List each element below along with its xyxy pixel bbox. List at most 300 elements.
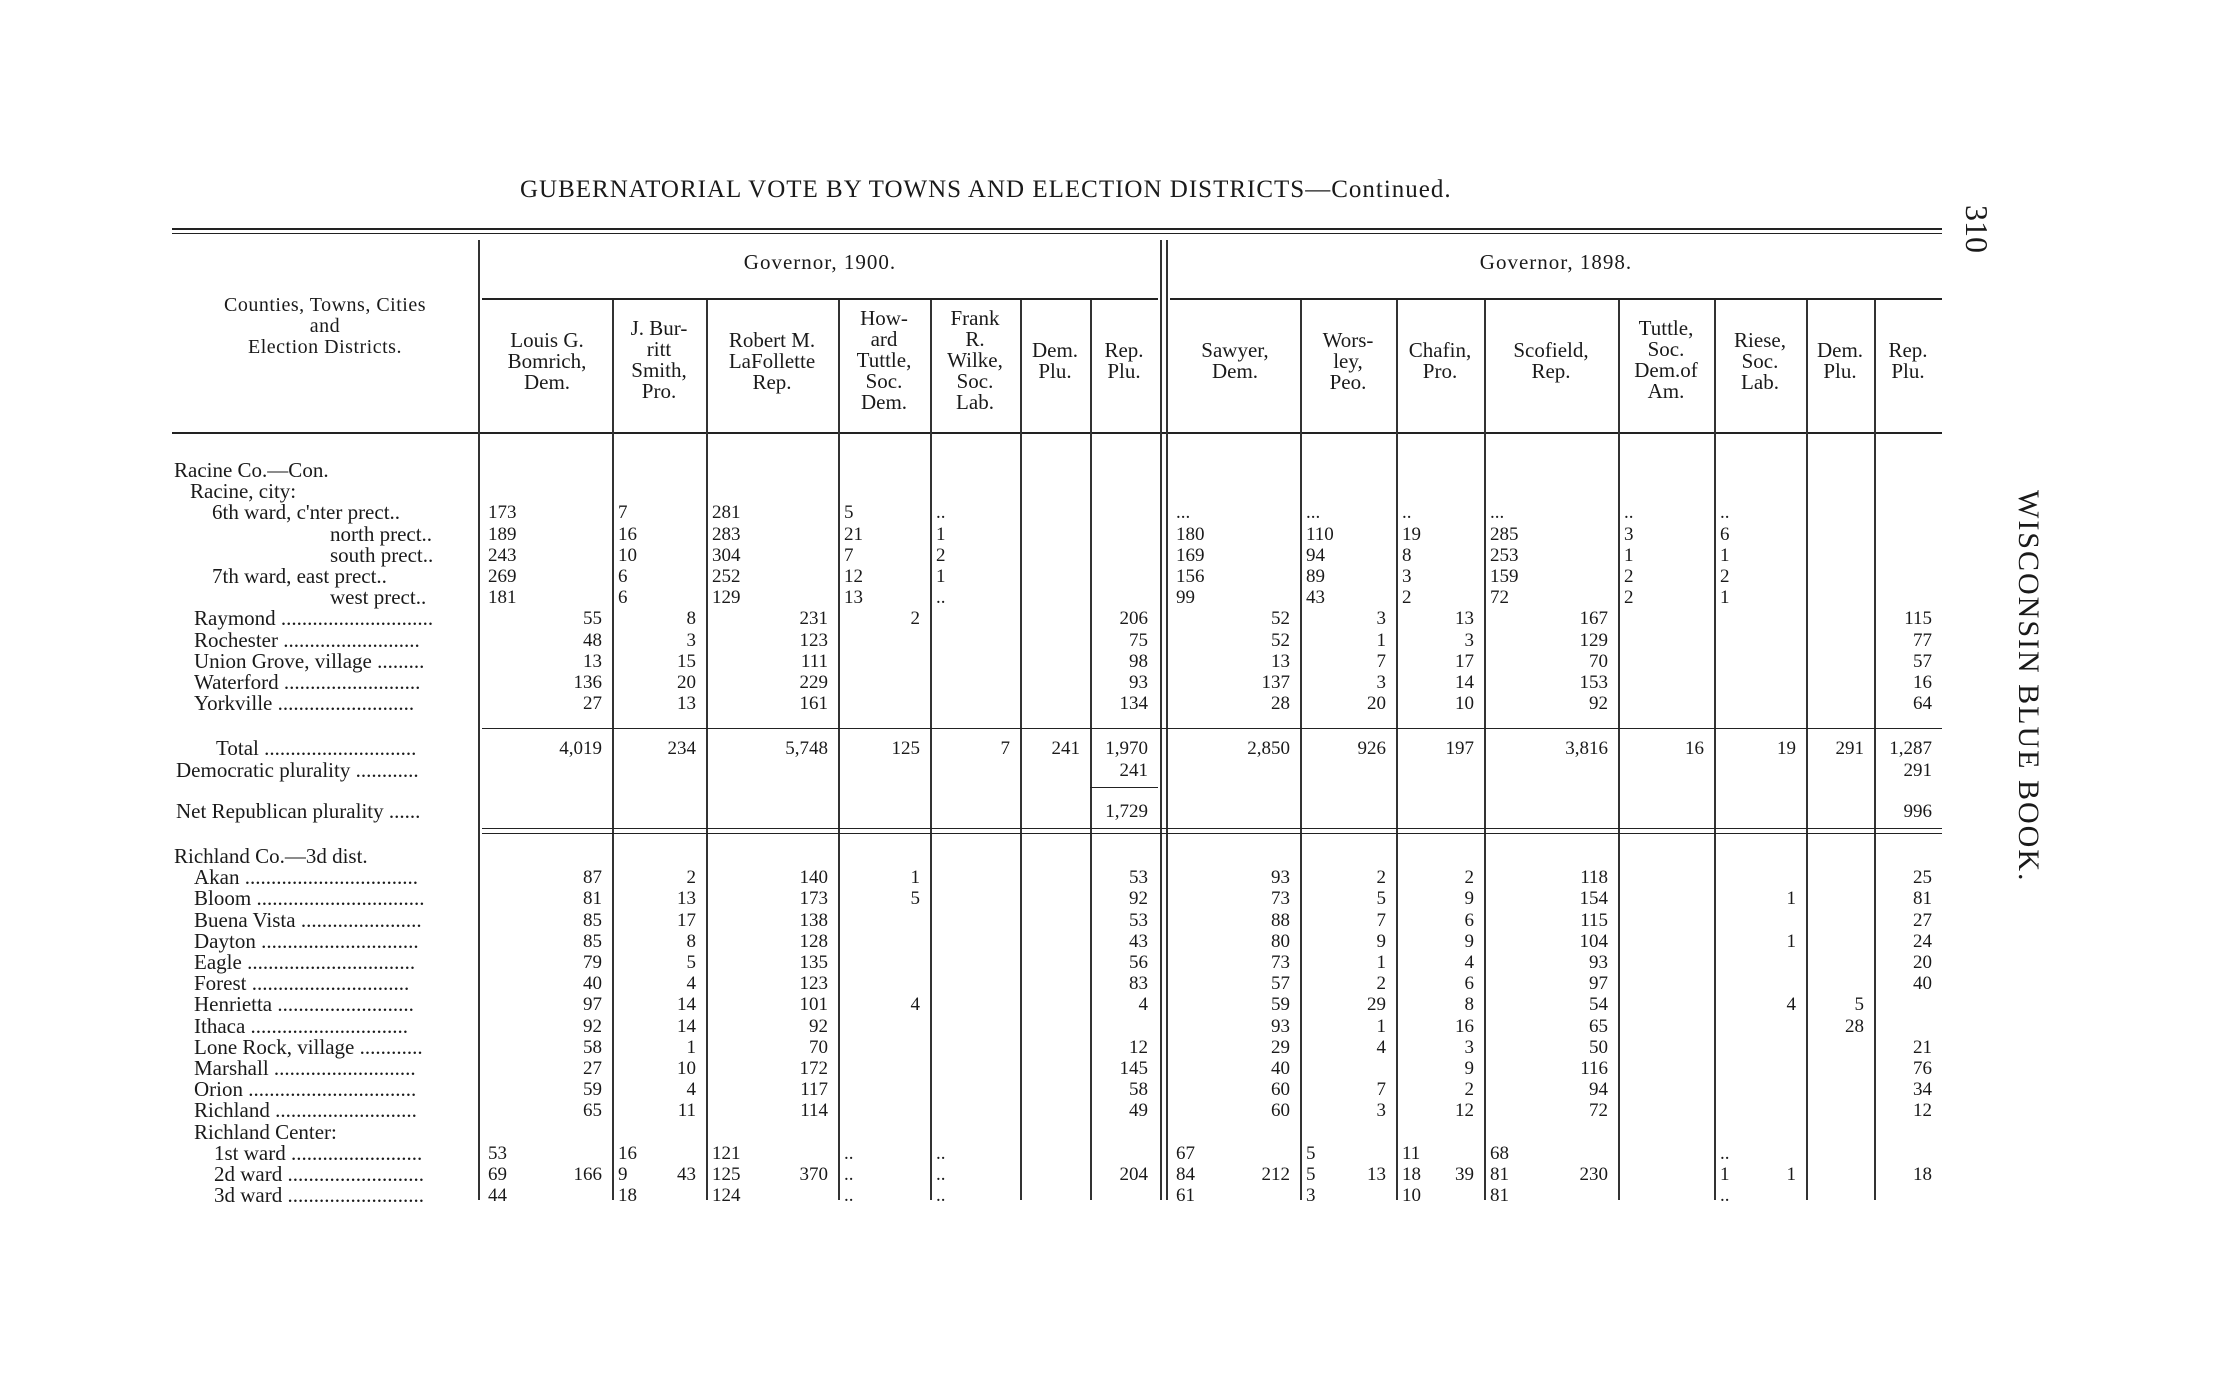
- group-header-1898: Governor, 1898.: [1479, 250, 1633, 274]
- data-cell: 7: [1000, 738, 1010, 760]
- data-cell: 6: [1464, 909, 1474, 931]
- section-double-rule-2: [482, 833, 1942, 834]
- data-cell: 69: [488, 1164, 507, 1185]
- data-cell: 3: [1464, 629, 1474, 651]
- leader-dots: ................................: [243, 1077, 417, 1102]
- data-cell: 16: [1913, 672, 1932, 693]
- ward-label: 6th ward, c'nter prect..: [212, 500, 401, 525]
- column-header: Rep. Plu.: [1104, 338, 1144, 383]
- group-1898-rule: [1170, 298, 1942, 300]
- data-cell: 13: [677, 693, 696, 715]
- data-cell: 1: [1376, 1015, 1386, 1037]
- data-cell: 5: [1306, 1142, 1316, 1164]
- data-cell: 125: [891, 738, 920, 760]
- row-label: Ithaca ..............................: [194, 1013, 409, 1038]
- data-cell: 996: [1903, 800, 1932, 822]
- data-cell: 98: [1129, 650, 1148, 672]
- data-cell: 43: [1306, 587, 1325, 609]
- leader-dots: ..............................: [255, 928, 419, 953]
- data-cell: 5: [686, 952, 696, 973]
- data-cell: 3: [1464, 1036, 1474, 1058]
- data-cell: 10: [618, 544, 637, 566]
- data-cell: 48: [583, 629, 602, 651]
- data-cell: 1: [686, 1036, 696, 1058]
- data-cell: 234: [667, 738, 696, 760]
- data-cell: 12: [1129, 1036, 1148, 1058]
- data-cell: 10: [1455, 693, 1474, 715]
- leader-dots: ............: [350, 757, 419, 782]
- leader-dots: ..........................: [272, 691, 415, 716]
- data-cell: 3: [1376, 1100, 1386, 1122]
- data-cell: 94: [1306, 544, 1325, 566]
- data-cell: 43: [677, 1164, 696, 1185]
- row-label: Dayton ..............................: [194, 928, 419, 953]
- data-cell: ...: [1176, 502, 1191, 524]
- data-cell: 19: [1402, 523, 1421, 545]
- ward-label: 7th ward, east prect..: [212, 564, 387, 588]
- city-heading: Racine, city:: [190, 479, 297, 504]
- data-cell: 2: [1464, 867, 1474, 889]
- data-cell: 117: [800, 1079, 828, 1101]
- leader-dots: ..........................: [272, 992, 414, 1017]
- data-cell: 243: [488, 544, 517, 566]
- ward-label: west prect..: [330, 585, 427, 610]
- data-cell: 13: [677, 888, 696, 910]
- data-cell: 68: [1490, 1142, 1509, 1164]
- data-cell: 166: [573, 1164, 602, 1185]
- data-cell: 29: [1271, 1036, 1290, 1058]
- data-cell: 81: [1490, 1164, 1509, 1185]
- row-label: Union Grove, village .........: [194, 648, 425, 673]
- data-cell: 4,019: [559, 738, 602, 760]
- data-cell: 75: [1129, 629, 1148, 651]
- data-cell: 2: [936, 544, 946, 566]
- top-rule-2: [172, 233, 1942, 234]
- data-cell: 1,729: [1105, 800, 1148, 822]
- data-cell: 197: [1445, 738, 1474, 760]
- data-cell: 87: [583, 867, 602, 889]
- row-label: Net Republican plurality ......: [176, 798, 421, 823]
- data-cell: 140: [799, 867, 828, 889]
- data-cell: 9: [1464, 888, 1474, 910]
- data-cell: 27: [1913, 909, 1932, 931]
- data-cell: 128: [799, 930, 828, 952]
- row-label: Orion ................................: [194, 1077, 417, 1102]
- row-label: Raymond .............................: [194, 606, 434, 631]
- data-cell: 8: [1464, 994, 1474, 1016]
- data-cell: 16: [618, 1142, 637, 1164]
- group-1900-rule: [482, 298, 1158, 300]
- data-cell: 61: [1176, 1185, 1195, 1207]
- data-cell: 50: [1589, 1036, 1608, 1058]
- data-cell: ..: [936, 502, 946, 524]
- data-cell: 20: [677, 672, 696, 693]
- data-cell: 79: [583, 952, 602, 973]
- data-cell: 92: [1129, 888, 1148, 910]
- column-header: Sawyer, Dem.: [1201, 338, 1269, 383]
- data-cell: 93: [1129, 672, 1148, 693]
- row-label: 3d ward ..........................: [214, 1183, 424, 1208]
- data-cell: 161: [799, 693, 828, 715]
- data-cell: 3,816: [1565, 738, 1608, 760]
- top-rule: [172, 228, 1942, 230]
- data-cell: 3: [1306, 1185, 1316, 1207]
- data-cell: 13: [1455, 608, 1474, 630]
- data-cell: 58: [1129, 1079, 1148, 1101]
- data-cell: ..: [1624, 502, 1634, 524]
- data-cell: 81: [583, 888, 602, 910]
- data-cell: 137: [1261, 672, 1290, 693]
- leader-dots: ..........................: [277, 627, 420, 652]
- data-cell: 93: [1271, 867, 1290, 889]
- data-cell: 3: [686, 629, 696, 651]
- data-cell: 125: [712, 1164, 741, 1185]
- row-label: Henrietta ..........................: [194, 992, 414, 1017]
- county-heading: Richland Co.—3d dist.: [174, 844, 368, 868]
- leader-dots: ................................: [241, 950, 416, 974]
- data-cell: 58: [583, 1036, 602, 1058]
- data-cell: 6: [1464, 973, 1474, 995]
- data-cell: 156: [1176, 566, 1205, 587]
- column-header: Scofield, Rep.: [1513, 338, 1589, 383]
- data-cell: 3: [1376, 672, 1386, 693]
- data-cell: 13: [1271, 650, 1290, 672]
- group-header-1900: Governor, 1900.: [743, 250, 897, 274]
- data-cell: 25: [1913, 867, 1932, 889]
- data-cell: 14: [677, 994, 696, 1016]
- data-cell: 5: [1306, 1164, 1316, 1185]
- data-cell: 4: [1138, 994, 1148, 1016]
- data-cell: 20: [1913, 952, 1932, 973]
- leader-dots: ...........................: [269, 1098, 417, 1123]
- data-cell: 57: [1913, 650, 1932, 672]
- row-label: Buena Vista .......................: [194, 907, 422, 932]
- data-cell: 17: [677, 909, 696, 931]
- data-cell: 159: [1490, 566, 1519, 587]
- data-cell: 40: [583, 973, 602, 995]
- data-cell: 54: [1589, 994, 1608, 1016]
- row-label: Marshall ...........................: [194, 1056, 416, 1080]
- data-cell: 115: [1580, 909, 1608, 931]
- data-cell: 16: [1455, 1015, 1474, 1037]
- row-label: Yorkville ..........................: [194, 691, 415, 716]
- data-cell: 154: [1579, 888, 1608, 910]
- data-cell: 12: [844, 566, 863, 587]
- leader-dots: ..............................: [246, 971, 410, 996]
- data-cell: 8: [686, 930, 696, 952]
- data-cell: 1: [910, 867, 920, 889]
- data-cell: 118: [1580, 867, 1608, 889]
- data-cell: 53: [1129, 867, 1148, 889]
- data-cell: 304: [712, 544, 741, 566]
- data-cell: 7: [1376, 1079, 1386, 1101]
- row-label: Lone Rock, village ............: [194, 1034, 423, 1059]
- column-header: J. Bur- ritt Smith, Pro.: [630, 316, 688, 403]
- data-cell: 2: [1624, 566, 1634, 587]
- data-cell: ..: [844, 1142, 854, 1164]
- data-cell: 173: [799, 888, 828, 910]
- data-cell: ..: [1720, 502, 1730, 524]
- data-cell: 5: [1854, 994, 1864, 1016]
- data-cell: 1: [1720, 1164, 1730, 1185]
- data-cell: 49: [1129, 1100, 1148, 1122]
- data-cell: 40: [1913, 973, 1932, 995]
- data-cell: 4: [686, 973, 696, 995]
- data-cell: 11: [677, 1100, 696, 1122]
- ward-label: south prect..: [330, 542, 434, 567]
- data-cell: 80: [1271, 930, 1290, 952]
- column-header: Dem. Plu.: [1816, 338, 1864, 383]
- data-cell: 81: [1913, 888, 1932, 910]
- data-cell: 13: [844, 587, 863, 609]
- data-cell: 1: [1786, 930, 1796, 952]
- data-cell: 2: [910, 608, 920, 630]
- plurality-rule: [1090, 787, 1158, 788]
- data-cell: 9: [1376, 930, 1386, 952]
- data-cell: 92: [1589, 693, 1608, 715]
- data-cell: 291: [1835, 738, 1864, 760]
- data-cell: ..: [936, 1185, 946, 1207]
- data-cell: ..: [1720, 1185, 1730, 1207]
- data-cell: ..: [844, 1164, 854, 1185]
- column-header: Rep. Plu.: [1888, 338, 1928, 383]
- data-cell: 252: [712, 566, 741, 587]
- data-cell: 29: [1367, 994, 1386, 1016]
- data-cell: 73: [1271, 888, 1290, 910]
- data-cell: 27: [583, 693, 602, 715]
- data-cell: 370: [799, 1164, 828, 1185]
- data-cell: ...: [1490, 502, 1505, 524]
- data-cell: 181: [488, 587, 517, 609]
- data-cell: ..: [936, 1164, 946, 1185]
- data-cell: 2,850: [1247, 738, 1290, 760]
- data-cell: 76: [1913, 1058, 1932, 1079]
- data-cell: 28: [1271, 693, 1290, 715]
- data-cell: 1: [1786, 888, 1796, 910]
- data-cell: 1,287: [1889, 738, 1932, 760]
- data-cell: 70: [1589, 650, 1608, 672]
- data-cell: 9: [618, 1164, 628, 1185]
- data-cell: 40: [1271, 1058, 1290, 1079]
- data-cell: 204: [1119, 1164, 1148, 1185]
- data-cell: 104: [1579, 930, 1608, 952]
- data-cell: 52: [1271, 629, 1290, 651]
- data-cell: 169: [1176, 544, 1205, 566]
- data-cell: ..: [844, 1185, 854, 1207]
- data-cell: 1: [1786, 1164, 1796, 1185]
- data-cell: 97: [1589, 973, 1608, 995]
- row-label: Democratic plurality ............: [176, 757, 419, 782]
- data-cell: 2: [1376, 867, 1386, 889]
- data-cell: 10: [1402, 1185, 1421, 1207]
- row-label: 2d ward ..........................: [214, 1162, 424, 1186]
- data-cell: 53: [1129, 909, 1148, 931]
- data-cell: 18: [1913, 1164, 1932, 1185]
- leader-dots: ................................: [251, 886, 425, 911]
- data-cell: 231: [799, 608, 828, 630]
- data-cell: 6: [618, 566, 628, 587]
- data-cell: 4: [1464, 952, 1474, 973]
- data-cell: 24: [1913, 930, 1932, 952]
- column-header: How- ard Tuttle, Soc. Dem.: [856, 306, 912, 414]
- column-header: Wors- ley, Peo.: [1322, 328, 1374, 394]
- data-cell: 39: [1455, 1164, 1474, 1185]
- data-cell: 89: [1306, 566, 1325, 587]
- data-cell: 99: [1176, 587, 1195, 609]
- data-cell: 5,748: [785, 738, 828, 760]
- data-cell: 43: [1129, 930, 1148, 952]
- data-cell: 55: [583, 608, 602, 630]
- data-cell: 3: [1624, 523, 1634, 545]
- data-cell: 134: [1119, 693, 1148, 715]
- data-cell: 1: [936, 566, 946, 587]
- data-cell: 229: [799, 672, 828, 693]
- data-cell: 1: [1376, 629, 1386, 651]
- data-cell: 28: [1845, 1015, 1864, 1037]
- data-cell: 27: [583, 1058, 602, 1079]
- data-cell: 230: [1579, 1164, 1608, 1185]
- column-header: Chafin, Pro.: [1408, 338, 1472, 383]
- data-cell: ...: [1306, 502, 1321, 524]
- data-cell: 21: [844, 523, 863, 545]
- data-cell: 59: [1271, 994, 1290, 1016]
- data-cell: 52: [1271, 608, 1290, 630]
- row-label: Akan .................................: [194, 865, 418, 890]
- data-cell: 7: [1376, 650, 1386, 672]
- data-cell: 4: [1786, 994, 1796, 1016]
- leader-dots: ..........................: [282, 1162, 424, 1186]
- data-cell: 60: [1271, 1079, 1290, 1101]
- column-header: Tuttle, Soc. Dem.of Am.: [1634, 316, 1698, 403]
- data-cell: 14: [1455, 672, 1474, 693]
- data-cell: 67: [1176, 1142, 1195, 1164]
- data-cell: ..: [936, 1142, 946, 1164]
- data-cell: 241: [1051, 738, 1080, 760]
- data-cell: 56: [1129, 952, 1148, 973]
- row-label: Bloom ................................: [194, 886, 425, 911]
- leader-dots: ...........................: [268, 1056, 416, 1080]
- data-cell: 15: [677, 650, 696, 672]
- column-rule: [1160, 240, 1162, 1200]
- data-cell: 64: [1913, 693, 1932, 715]
- data-cell: 57: [1271, 973, 1290, 995]
- leader-dots: .............................: [258, 736, 417, 761]
- leader-dots: .............................: [275, 606, 434, 631]
- data-cell: 101: [799, 994, 828, 1016]
- data-cell: 65: [583, 1100, 602, 1122]
- data-cell: 53: [488, 1142, 507, 1164]
- data-cell: 281: [712, 502, 741, 524]
- data-cell: 18: [618, 1185, 637, 1207]
- data-cell: 88: [1271, 909, 1290, 931]
- data-cell: 19: [1777, 738, 1796, 760]
- row-label: 1st ward .........................: [214, 1140, 423, 1165]
- data-cell: 13: [583, 650, 602, 672]
- data-cell: 9: [1464, 930, 1474, 952]
- data-cell: 2: [1402, 587, 1412, 609]
- data-cell: 138: [799, 909, 828, 931]
- data-cell: 123: [799, 629, 828, 651]
- data-cell: 189: [488, 523, 517, 545]
- leader-dots: ..........................: [282, 1183, 424, 1208]
- data-cell: 18: [1402, 1164, 1421, 1185]
- column-header: Riese, Soc. Lab.: [1734, 328, 1786, 394]
- data-cell: 85: [583, 909, 602, 931]
- data-cell: 180: [1176, 523, 1205, 545]
- data-cell: 92: [583, 1015, 602, 1037]
- data-cell: 8: [686, 608, 696, 630]
- data-cell: 167: [1579, 608, 1608, 630]
- stub-header: Counties, Towns, Cities and Election Districts.: [224, 294, 426, 358]
- data-cell: 6: [618, 587, 628, 609]
- data-cell: 124: [712, 1185, 741, 1207]
- data-cell: 93: [1589, 952, 1608, 973]
- leader-dots: ..............................: [245, 1013, 409, 1038]
- data-cell: 5: [844, 502, 854, 524]
- data-cell: 7: [844, 544, 854, 566]
- side-title: WISCONSIN BLUE BOOK.: [2012, 490, 2045, 883]
- data-cell: 114: [800, 1100, 828, 1122]
- leader-dots: .................................: [239, 865, 418, 890]
- data-cell: 1: [1720, 587, 1730, 609]
- data-cell: 77: [1913, 629, 1932, 651]
- data-cell: 172: [799, 1058, 828, 1079]
- data-cell: 1: [1624, 544, 1634, 566]
- data-cell: 73: [1271, 952, 1290, 973]
- column-rule: [1166, 240, 1168, 1200]
- data-cell: 2: [1624, 587, 1634, 609]
- data-cell: 44: [488, 1185, 507, 1207]
- data-cell: 111: [800, 650, 828, 672]
- data-cell: 926: [1357, 738, 1386, 760]
- data-cell: 9: [1464, 1058, 1474, 1079]
- data-cell: 2: [686, 867, 696, 889]
- data-cell: 285: [1490, 523, 1519, 545]
- data-cell: 153: [1579, 672, 1608, 693]
- data-cell: 97: [583, 994, 602, 1016]
- data-cell: 283: [712, 523, 741, 545]
- leader-dots: .........................: [285, 1140, 423, 1165]
- section-double-rule: [482, 828, 1942, 829]
- data-cell: 17: [1455, 650, 1474, 672]
- leader-dots: ......: [383, 798, 421, 823]
- total-rule: [482, 728, 1942, 729]
- row-label: Richland ...........................: [194, 1098, 417, 1123]
- data-cell: 7: [618, 502, 628, 524]
- data-cell: 3: [1376, 608, 1386, 630]
- data-cell: 94: [1589, 1079, 1608, 1101]
- data-cell: 11: [1402, 1142, 1421, 1164]
- data-cell: 83: [1129, 973, 1148, 995]
- data-cell: 12: [1455, 1100, 1474, 1122]
- data-cell: 269: [488, 566, 517, 587]
- data-cell: 70: [809, 1036, 828, 1058]
- data-cell: 145: [1119, 1058, 1148, 1079]
- data-cell: 14: [677, 1015, 696, 1037]
- data-cell: 116: [1580, 1058, 1608, 1079]
- data-cell: 121: [712, 1142, 741, 1164]
- data-cell: 21: [1913, 1036, 1932, 1058]
- data-cell: 92: [809, 1015, 828, 1037]
- data-cell: 6: [1720, 523, 1730, 545]
- data-cell: 12: [1913, 1100, 1932, 1122]
- data-cell: 1: [936, 523, 946, 545]
- data-cell: 115: [1904, 608, 1932, 630]
- page-number: 310: [1959, 205, 1995, 253]
- data-cell: 16: [618, 523, 637, 545]
- column-header: Dem. Plu.: [1031, 338, 1079, 383]
- data-cell: 85: [583, 930, 602, 952]
